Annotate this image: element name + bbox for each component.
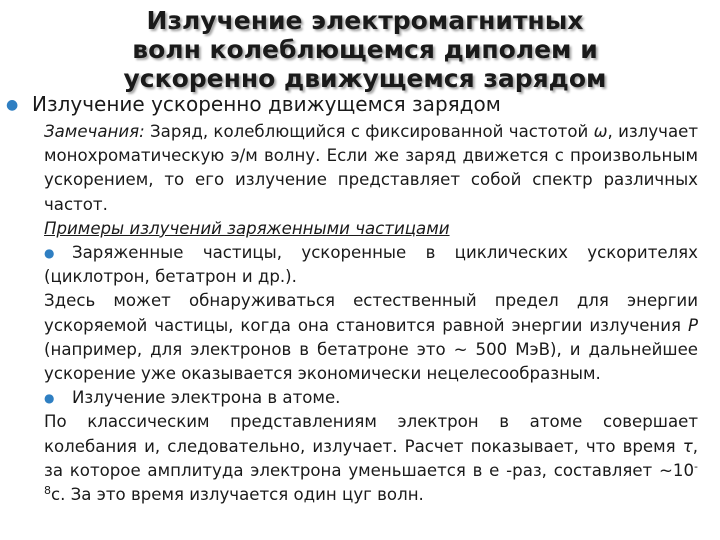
notes-paragraph [44, 120, 698, 217]
bullet-item-atom [44, 386, 698, 410]
para2-text-3: с. За это время излучается один цуг волн. [51, 485, 424, 505]
notes-label: Замечания: [44, 122, 145, 141]
title-line-2: волн колеблющемся диполем и [132, 35, 598, 64]
notes-text-1: Заряд, колеблющийся с фиксированной частотой [144, 122, 594, 141]
bullet-1-text: Заряженные частицы, ускоренные в циклических ускорителях (циклотрон, бетатрон и др.). [44, 243, 698, 287]
slide-body [44, 120, 698, 507]
slide-title [60, 6, 670, 93]
title-line-1: Излучение электромагнитных [146, 6, 584, 35]
bullet-2-text: Излучение электрона в атоме. [72, 388, 341, 408]
bullet-dot-icon: ● [44, 246, 55, 261]
omega-symbol: ω [593, 122, 608, 141]
bullet-item-accelerators [44, 241, 698, 289]
bullet-dot-icon: ● [6, 97, 19, 113]
tau-symbol: τ [682, 436, 693, 456]
power-symbol: P [687, 315, 698, 335]
level1-text: Излучение ускоренно движущемся зарядом [32, 92, 501, 116]
examples-heading: Примеры излучений заряженными частицами [44, 218, 450, 238]
classical-atom-paragraph [44, 410, 698, 507]
para2-text-1: По классическим представлениям электрон в атоме совершает колебания и, следовательно, излучает. Расчет показывает, что время [44, 412, 698, 456]
bullet-dot-icon: ● [44, 391, 55, 406]
para1-text-2: (например, для электронов в бетатроне это ~ 500 МэВ), и дальнейшее ускорение уже оказывается экономически нецелесообразным. [44, 339, 698, 384]
level1-bullet [6, 92, 706, 117]
title-line-3: ускоренно движущемся зарядом [123, 64, 607, 93]
notes-text-2: , излучает монохроматическую э/м волну. Если же заряд движется с произвольным ускорением, то его излучение представляет собой спектр различных частот. [44, 122, 698, 214]
para1-text-1: Здесь может обнаруживаться естественный предел для энергии ускоряемой частицы, когда она становится равной энергии излучения [44, 291, 698, 335]
exponent: -8 [44, 459, 698, 498]
para2-text-2: , за которое амплитуда электрона уменьшается в е -раз, составляет ~10 [44, 436, 698, 480]
energy-limit-paragraph [44, 289, 698, 386]
